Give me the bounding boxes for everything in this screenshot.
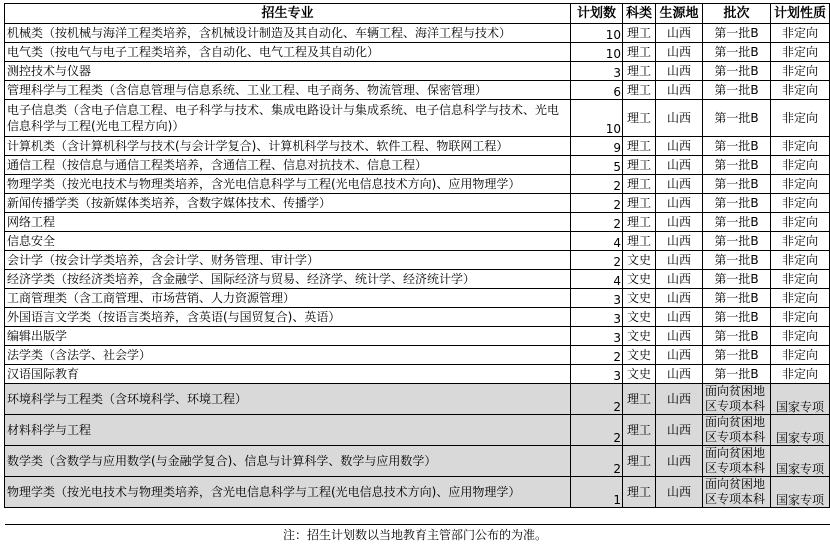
- origin-cell: 山西: [656, 81, 703, 100]
- origin-cell: 山西: [656, 175, 703, 194]
- major-cell: 物理学类（按光电技术与物理类培养，含光电信息科学与工程(光电信息技术方向)、应用物理学）: [5, 477, 571, 508]
- plan-count-cell: 10: [571, 24, 623, 43]
- table-row: [5, 346, 830, 365]
- plan-nature-cell: 国家专项: [771, 415, 830, 446]
- plan-count-cell: 9: [571, 137, 623, 156]
- subject-type-cell: 文史: [623, 308, 656, 327]
- major-cell: 物理学类（按光电技术与物理类培养，含光电信息科学与工程(光电信息技术方向)、应用物理学）: [5, 175, 571, 194]
- subject-type-cell: 文史: [623, 270, 656, 289]
- subject-type-cell: 理工: [623, 175, 656, 194]
- origin-cell: 山西: [656, 308, 703, 327]
- major-cell: 环境科学与工程类（含环境科学、环境工程）: [5, 384, 571, 415]
- origin-cell: 山西: [656, 477, 703, 508]
- table-row: [5, 213, 830, 232]
- subject-type-cell: 理工: [623, 156, 656, 175]
- subject-type-cell: 理工: [623, 137, 656, 156]
- plan-nature-cell: 非定向: [771, 346, 830, 365]
- table-spacer-row: [5, 508, 830, 525]
- major-cell: 电气类（按电气与电子工程类培养，含自动化、电气工程及其自动化）: [5, 43, 571, 62]
- plan-nature-cell: 非定向: [771, 213, 830, 232]
- subject-type-cell: 文史: [623, 289, 656, 308]
- major-cell: 法学类（含法学、社会学）: [5, 346, 571, 365]
- subject-type-cell: 文史: [623, 365, 656, 384]
- table-row: [5, 365, 830, 384]
- batch-cell: 第一批B: [703, 308, 771, 327]
- major-cell: 测控技术与仪器: [5, 62, 571, 81]
- subject-type-cell: 理工: [623, 477, 656, 508]
- plan-nature-cell: 非定向: [771, 327, 830, 346]
- origin-cell: 山西: [656, 384, 703, 415]
- table-row: [5, 384, 830, 415]
- plan-count-cell: 6: [571, 81, 623, 100]
- origin-cell: 山西: [656, 194, 703, 213]
- plan-nature-cell: 国家专项: [771, 477, 830, 508]
- plan-count-cell: 3: [571, 365, 623, 384]
- origin-cell: 山西: [656, 24, 703, 43]
- origin-cell: 山西: [656, 213, 703, 232]
- origin-cell: 山西: [656, 251, 703, 270]
- major-cell: 信息安全: [5, 232, 571, 251]
- plan-nature-cell: 非定向: [771, 24, 830, 43]
- origin-cell: 山西: [656, 289, 703, 308]
- plan-nature-cell: 非定向: [771, 62, 830, 81]
- table-row: [5, 415, 830, 446]
- origin-cell: 山西: [656, 365, 703, 384]
- plan-nature-cell: 非定向: [771, 251, 830, 270]
- subject-type-cell: 文史: [623, 346, 656, 365]
- table-row: [5, 446, 830, 477]
- table-header-row: [5, 4, 830, 24]
- plan-count-cell: 2: [571, 415, 623, 446]
- origin-cell: 山西: [656, 100, 703, 137]
- batch-cell: 第一批B: [703, 232, 771, 251]
- subject-type-cell: 理工: [623, 213, 656, 232]
- plan-nature-cell: 非定向: [771, 43, 830, 62]
- batch-cell: 第一批B: [703, 62, 771, 81]
- batch-cell: 面向贫困地区专项本科: [703, 446, 771, 477]
- subject-type-cell: 理工: [623, 232, 656, 251]
- batch-cell: 第一批B: [703, 365, 771, 384]
- plan-count-cell: 2: [571, 213, 623, 232]
- subject-type-cell: 理工: [623, 415, 656, 446]
- plan-nature-cell: 非定向: [771, 194, 830, 213]
- major-cell: 管理科学与工程类（含信息管理与信息系统、工业工程、电子商务、物流管理、保密管理）: [5, 81, 571, 100]
- major-cell: 汉语国际教育: [5, 365, 571, 384]
- table-row: [5, 137, 830, 156]
- major-cell: 计算机类（含计算机科学与技术(与会计学复合)、计算机科学与技术、软件工程、物联网工程）: [5, 137, 571, 156]
- plan-nature-cell: 国家专项: [771, 446, 830, 477]
- table-body: [5, 24, 830, 525]
- batch-cell: 第一批B: [703, 24, 771, 43]
- header-origin: 生源地: [656, 4, 703, 24]
- batch-cell: 第一批B: [703, 289, 771, 308]
- plan-count-cell: 5: [571, 156, 623, 175]
- table-row: [5, 24, 830, 43]
- table-row: [5, 251, 830, 270]
- header-batch: 批次: [703, 4, 771, 24]
- plan-nature-cell: 非定向: [771, 270, 830, 289]
- table-row: [5, 43, 830, 62]
- major-cell: 新闻传播学类（按新媒体类培养，含数字媒体技术、传播学）: [5, 194, 571, 213]
- plan-count-cell: 3: [571, 308, 623, 327]
- batch-cell: 面向贫困地区专项本科: [703, 384, 771, 415]
- origin-cell: 山西: [656, 346, 703, 365]
- batch-cell: 第一批B: [703, 156, 771, 175]
- origin-cell: 山西: [656, 415, 703, 446]
- header-subject-type: 科类: [623, 4, 656, 24]
- plan-count-cell: 2: [571, 346, 623, 365]
- plan-nature-cell: 非定向: [771, 232, 830, 251]
- footnote: 注：招生计划数以当地教育主管部门公布的为准。: [282, 528, 547, 542]
- admission-plan-table: [4, 3, 830, 525]
- batch-cell: 第一批B: [703, 194, 771, 213]
- origin-cell: 山西: [656, 446, 703, 477]
- plan-count-cell: 2: [571, 384, 623, 415]
- plan-nature-cell: 非定向: [771, 308, 830, 327]
- major-cell: 编辑出版学: [5, 327, 571, 346]
- subject-type-cell: 理工: [623, 24, 656, 43]
- batch-cell: 第一批B: [703, 327, 771, 346]
- origin-cell: 山西: [656, 156, 703, 175]
- major-cell: 外国语言文学类（按语言类培养，含英语(与国贸复合)、英语）: [5, 308, 571, 327]
- plan-count-cell: 2: [571, 175, 623, 194]
- major-cell: 工商管理类（含工商管理、市场营销、人力资源管理）: [5, 289, 571, 308]
- subject-type-cell: 理工: [623, 194, 656, 213]
- major-cell: 经济学类（按经济类培养，含金融学、国际经济与贸易、经济学、统计学、经济统计学）: [5, 270, 571, 289]
- subject-type-cell: 文史: [623, 251, 656, 270]
- header-plan-nature: 计划性质: [771, 4, 830, 24]
- plan-count-cell: 2: [571, 194, 623, 213]
- plan-count-cell: 3: [571, 62, 623, 81]
- table-row: [5, 308, 830, 327]
- batch-cell: 第一批B: [703, 43, 771, 62]
- batch-cell: 第一批B: [703, 100, 771, 137]
- major-cell: 材料科学与工程: [5, 415, 571, 446]
- major-cell: 网络工程: [5, 213, 571, 232]
- subject-type-cell: 理工: [623, 446, 656, 477]
- batch-cell: 第一批B: [703, 346, 771, 365]
- origin-cell: 山西: [656, 327, 703, 346]
- subject-type-cell: 理工: [623, 100, 656, 137]
- subject-type-cell: 理工: [623, 62, 656, 81]
- major-cell: 通信工程（按信息与通信工程类培养，含通信工程、信息对抗技术、信息工程）: [5, 156, 571, 175]
- major-cell: 电子信息类（含电子信息工程、电子科学与技术、集成电路设计与集成系统、电子信息科学与技术、光电信息科学与工程(光电工程方向)）: [5, 100, 571, 137]
- plan-count-cell: 3: [571, 327, 623, 346]
- table-row: [5, 175, 830, 194]
- plan-count-cell: 1: [571, 477, 623, 508]
- origin-cell: 山西: [656, 137, 703, 156]
- origin-cell: 山西: [656, 232, 703, 251]
- plan-count-cell: 4: [571, 270, 623, 289]
- table-row: [5, 232, 830, 251]
- plan-nature-cell: 非定向: [771, 365, 830, 384]
- subject-type-cell: 文史: [623, 327, 656, 346]
- table-row: [5, 62, 830, 81]
- batch-cell: 第一批B: [703, 81, 771, 100]
- plan-nature-cell: 非定向: [771, 156, 830, 175]
- plan-nature-cell: 非定向: [771, 175, 830, 194]
- plan-nature-cell: 非定向: [771, 289, 830, 308]
- table-row: [5, 477, 830, 508]
- table-row: [5, 81, 830, 100]
- subject-type-cell: 理工: [623, 43, 656, 62]
- batch-cell: 第一批B: [703, 251, 771, 270]
- plan-count-cell: 3: [571, 289, 623, 308]
- plan-count-cell: 10: [571, 100, 623, 137]
- major-cell: 数学类（含数学与应用数学(与金融学复合)、信息与计算科学、数学与应用数学）: [5, 446, 571, 477]
- plan-nature-cell: 国家专项: [771, 384, 830, 415]
- plan-count-cell: 2: [571, 446, 623, 477]
- spacer-cell: [5, 508, 830, 525]
- batch-cell: 第一批B: [703, 137, 771, 156]
- plan-count-cell: 10: [571, 43, 623, 62]
- subject-type-cell: 理工: [623, 81, 656, 100]
- major-cell: 机械类（按机械与海洋工程类培养，含机械设计制造及其自动化、车辆工程、海洋工程与技术）: [5, 24, 571, 43]
- table-row: [5, 100, 830, 137]
- batch-cell: 第一批B: [703, 213, 771, 232]
- batch-cell: 面向贫困地区专项本科: [703, 415, 771, 446]
- plan-nature-cell: 非定向: [771, 81, 830, 100]
- major-cell: 会计学（按会计学类培养，含会计学、财务管理、审计学）: [5, 251, 571, 270]
- subject-type-cell: 理工: [623, 384, 656, 415]
- origin-cell: 山西: [656, 43, 703, 62]
- table-row: [5, 156, 830, 175]
- header-major: 招生专业: [5, 4, 571, 24]
- table-row: [5, 327, 830, 346]
- plan-nature-cell: 非定向: [771, 137, 830, 156]
- table-row: [5, 270, 830, 289]
- table-row: [5, 289, 830, 308]
- batch-cell: 第一批B: [703, 270, 771, 289]
- origin-cell: 山西: [656, 62, 703, 81]
- batch-cell: 面向贫困地区专项本科: [703, 477, 771, 508]
- batch-cell: 第一批B: [703, 175, 771, 194]
- plan-count-cell: 4: [571, 232, 623, 251]
- plan-count-cell: 2: [571, 251, 623, 270]
- origin-cell: 山西: [656, 270, 703, 289]
- header-plan-count: 计划数: [571, 4, 623, 24]
- table-row: [5, 194, 830, 213]
- plan-nature-cell: 非定向: [771, 100, 830, 137]
